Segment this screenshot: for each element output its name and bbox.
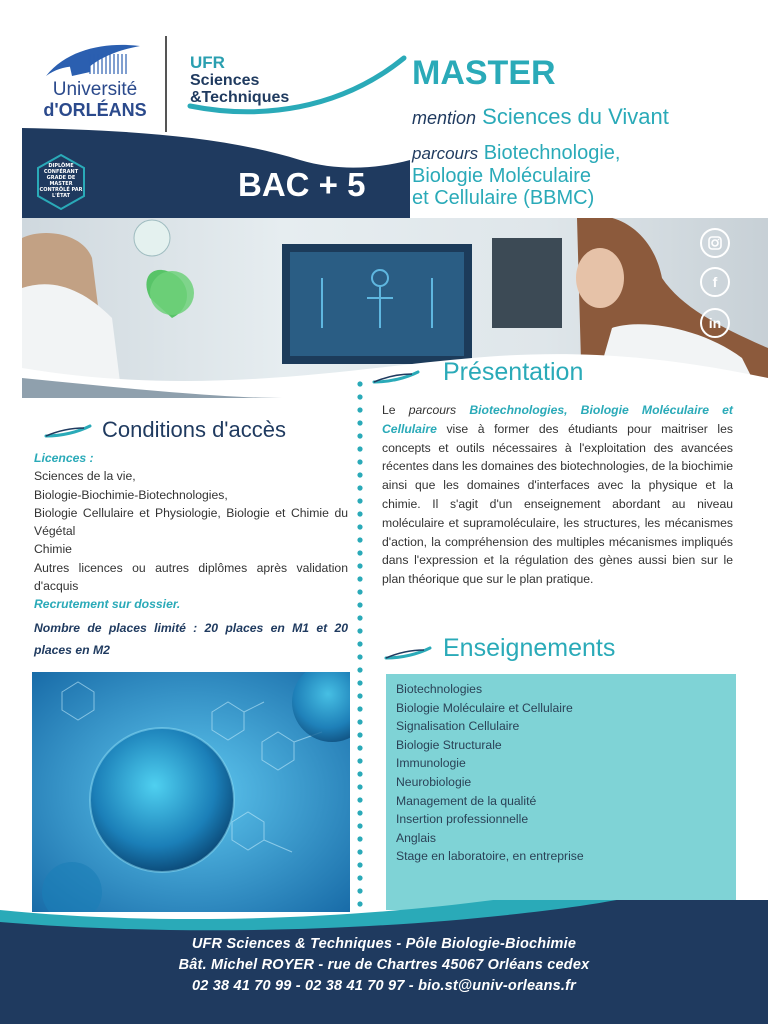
- enseignement-item: Immunologie: [396, 756, 466, 771]
- presentation-intro-italic: parcours: [408, 403, 457, 417]
- separator-dot: [357, 628, 362, 633]
- enseignement-item: Biologie Moléculaire et Cellulaire: [396, 700, 573, 715]
- ufr-logo-line1: UFR: [190, 53, 225, 72]
- separator-dot: [357, 381, 362, 386]
- enseignement-item: Biotechnologies: [396, 682, 483, 696]
- mention-prefix: mention: [412, 108, 477, 128]
- instagram-glyph-icon: [707, 235, 723, 251]
- separator-dot: [357, 810, 362, 815]
- enseignements-title: Enseignements: [443, 634, 616, 662]
- separator-dot: [357, 472, 362, 477]
- separator-dot: [357, 771, 362, 776]
- enseignement-item: Insertion professionnelle: [396, 812, 529, 827]
- parcours-title: [412, 142, 762, 209]
- separator-dot: [357, 407, 362, 412]
- separator-dot: [357, 394, 362, 399]
- diploma-badge-text: DIPLÔME CONFÉRANT GRADE DE MASTER CONTRÔLÉ PAR L'ÉTAT: [39, 163, 83, 199]
- degree-title: MASTER: [412, 54, 556, 92]
- separator-dot: [357, 511, 362, 516]
- ufr-logo: [190, 54, 289, 106]
- separator-dot: [357, 602, 362, 607]
- separator-dot: [357, 732, 362, 737]
- mention-name: Sciences du Vivant: [482, 104, 669, 129]
- conditions-text: [34, 449, 348, 661]
- presentation-intro: Le: [382, 403, 409, 417]
- swoosh-icon: [372, 370, 420, 384]
- university-name-line1: Université: [52, 79, 138, 100]
- separator-dot: [357, 485, 362, 490]
- separator-dot: [357, 641, 362, 646]
- licence-item: Biologie-Biochimie-Biotechnologies,: [34, 487, 228, 502]
- parcours-prefix: parcours: [412, 144, 479, 163]
- separator-dot: [357, 537, 362, 542]
- separator-dot: [357, 667, 362, 672]
- presentation-body: vise à former des étudiants pour maitriser les concepts et outils nécessaires à l'exploitation des avancées récentes dans les domaines des biotechnologies, de la biochimie ainsi que les domaines d'interfaces avec la physique et la chimie. Il s'agit d'un enseignement abordant au niveau moléculaire et supramoléculaire, les structures, les mécanismes d'action, la compréhension des multiples mécanismes impliqués dans l'expression et la régulation des gènes aussi bien sur le plan théorique que sur le plan pratique.: [382, 421, 733, 587]
- licence-item: Autres licences ou autres diplômes après validation d'acquis: [34, 560, 348, 594]
- licence-item: Chimie: [34, 542, 72, 557]
- mention-title: [412, 104, 669, 130]
- separator-dot: [357, 875, 362, 880]
- separator-dot: [357, 823, 362, 828]
- footer-line1: UFR Sciences & Techniques - Pôle Biologie-Biochimie: [191, 936, 577, 952]
- enseignements-list: [396, 680, 584, 866]
- separator-dot: [357, 849, 362, 854]
- separator-dot: [357, 680, 362, 685]
- recrutement-text: Recrutement sur dossier.: [34, 597, 181, 612]
- separator-dot: [357, 563, 362, 568]
- footer-line3: 02 38 41 70 99 - 02 38 41 70 97 - bio.st@univ-orleans.fr: [191, 978, 576, 994]
- university-name: [40, 80, 150, 120]
- separator-dot: [357, 433, 362, 438]
- separator-dot: [357, 797, 362, 802]
- separator-dot: [357, 589, 362, 594]
- enseignement-item: Biologie Structurale: [396, 737, 502, 752]
- presentation-title: Présentation: [443, 358, 584, 386]
- separator-dot: [357, 706, 362, 711]
- separator-dot: [357, 784, 362, 789]
- level-label: BAC + 5: [238, 166, 366, 203]
- presentation-text: [382, 401, 733, 589]
- licence-item: Sciences de la vie,: [34, 469, 136, 484]
- separator-dot: [357, 693, 362, 698]
- separator-dot: [357, 836, 362, 841]
- ufr-logo-line2: Sciences: [190, 72, 260, 89]
- footer-contact: [0, 934, 768, 997]
- university-name-line2: d'ORLÉANS: [43, 100, 147, 120]
- separator-dot: [357, 550, 362, 555]
- parcours-line2: Biologie Moléculaire: [412, 165, 591, 187]
- separator-dot: [357, 862, 362, 867]
- enseignement-item: Neurobiologie: [396, 774, 472, 789]
- logo-divider: [165, 36, 167, 132]
- separator-dot: [357, 498, 362, 503]
- parcours-line1: Biotechnologie,: [483, 142, 621, 164]
- enseignement-item: Anglais: [396, 830, 436, 845]
- separator-dot: [357, 576, 362, 581]
- licence-item: Biologie Cellulaire et Physiologie, Biologie et Chimie du Végétal: [34, 505, 348, 539]
- separator-dot: [357, 524, 362, 529]
- cell-illustration: [32, 672, 350, 912]
- separator-dot: [357, 420, 362, 425]
- linkedin-icon[interactable]: [700, 308, 730, 338]
- enseignement-item: Signalisation Cellulaire: [396, 719, 520, 734]
- enseignement-item: Stage en laboratoire, en entreprise: [396, 849, 584, 864]
- licences-label: Licences :: [34, 451, 94, 465]
- parcours-line3: et Cellulaire (BBMC): [412, 187, 595, 209]
- separator-dot: [357, 758, 362, 763]
- swoosh-icon: [44, 424, 92, 438]
- facebook-icon[interactable]: [700, 267, 730, 297]
- linkedin-label: in: [708, 315, 722, 331]
- separator-dot: [357, 459, 362, 464]
- separator-dot: [357, 719, 362, 724]
- conditions-title: Conditions d'accès: [102, 417, 286, 442]
- separator-dot: [357, 654, 362, 659]
- places-text: Nombre de places limité : 20 places en M1 et 20 places en M2: [34, 620, 348, 657]
- separator-dot: [357, 615, 362, 620]
- separator-dot: [357, 745, 362, 750]
- ufr-logo-line3: &Techniques: [190, 89, 290, 106]
- facebook-label: f: [712, 274, 718, 290]
- instagram-icon[interactable]: [700, 228, 730, 258]
- separator-dot: [357, 888, 362, 893]
- enseignement-item: Management de la qualité: [396, 793, 537, 808]
- dotted-separator: [357, 380, 363, 910]
- footer-line2: Bât. Michel ROYER - rue de Chartres 45067 Orléans cedex: [178, 957, 590, 973]
- presentation-highlight: Biotechnologies, Biologie Moléculaire et Cellulaire: [382, 403, 733, 436]
- separator-dot: [357, 446, 362, 451]
- swoosh-icon: [384, 646, 432, 660]
